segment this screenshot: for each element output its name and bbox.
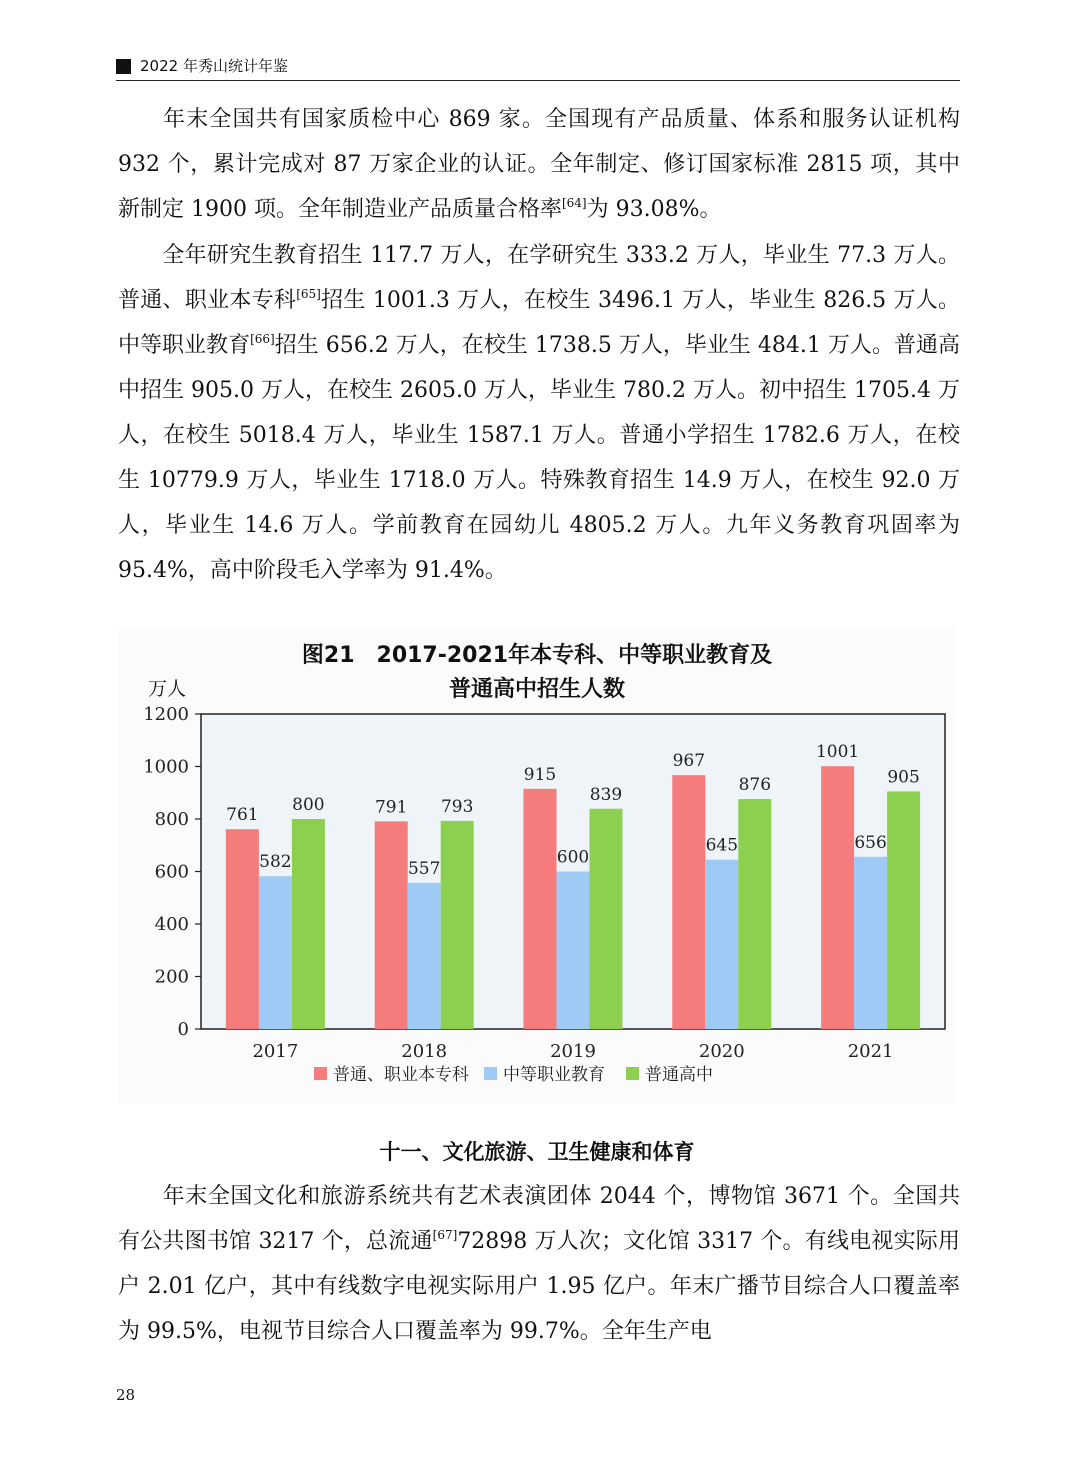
bar bbox=[408, 883, 441, 1029]
para1-text-b: 为 93.08%。 bbox=[586, 197, 722, 222]
para3-text-b: 72898 万人次；文化馆 3317 个。有线电视实际用户 2.01 亿户，其中有线数字电视实际用户 1.95 亿户。年末广播节目综合人口覆盖率为 99.5%，电视节目综合人口覆盖率为 99.7%。全年生产电 bbox=[118, 1229, 960, 1344]
chart-title-line-1: 图21 2017-2021年本专科、中等职业教育及 bbox=[301, 643, 773, 668]
legend-label: 普通高中 bbox=[645, 1065, 713, 1085]
legend-swatch bbox=[314, 1067, 327, 1080]
data-label: 967 bbox=[672, 751, 706, 772]
data-label: 761 bbox=[226, 805, 259, 826]
x-tick-label: 2019 bbox=[550, 1041, 596, 1062]
legend-swatch bbox=[484, 1067, 497, 1080]
header-divider bbox=[116, 80, 960, 81]
data-label: 645 bbox=[705, 835, 739, 856]
bar bbox=[887, 791, 920, 1029]
y-tick-label: 800 bbox=[154, 809, 189, 830]
para2-text-b: 招生 1001.3 万人，在校生 3496.1 万人，毕业生 826.5 万人。中等职业教育 bbox=[118, 288, 960, 358]
x-tick-label: 2021 bbox=[847, 1041, 894, 1062]
legend-label: 中等职业教育 bbox=[503, 1065, 605, 1085]
footnote-ref-67[interactable]: [67] bbox=[432, 1228, 458, 1242]
page-header bbox=[116, 56, 960, 82]
bar bbox=[738, 799, 771, 1029]
y-tick-label: 1200 bbox=[143, 704, 189, 725]
footnote-ref-65[interactable]: [65] bbox=[296, 287, 321, 301]
bar bbox=[292, 819, 325, 1029]
y-axis-unit-label: 万人 bbox=[148, 678, 187, 700]
data-label: 915 bbox=[523, 764, 557, 785]
y-tick-label: 1000 bbox=[143, 756, 189, 778]
chart-title-line-2: 普通高中招生人数 bbox=[448, 677, 625, 702]
y-tick-label: 400 bbox=[154, 914, 189, 935]
data-label: 600 bbox=[556, 847, 590, 868]
bar bbox=[441, 821, 474, 1029]
x-tick-label: 2020 bbox=[698, 1041, 745, 1062]
header-title: 2022 年秀山统计年鉴 bbox=[140, 57, 288, 75]
data-label: 793 bbox=[440, 796, 474, 817]
legend-label: 普通、职业本专科 bbox=[333, 1065, 469, 1085]
data-label: 800 bbox=[292, 795, 325, 815]
data-label: 839 bbox=[589, 784, 623, 805]
y-tick-label: 600 bbox=[154, 861, 189, 883]
data-label: 582 bbox=[259, 852, 292, 873]
data-label: 876 bbox=[738, 775, 772, 796]
data-label: 656 bbox=[854, 832, 887, 853]
para3-text-a: 年末全国文化和旅游系统共有艺术表演团体 2044 个，博物馆 3671 个。全国共有公共图书馆 3217 个，总流通 bbox=[118, 1184, 960, 1254]
bar bbox=[259, 876, 292, 1029]
y-tick-label: 200 bbox=[154, 966, 189, 988]
enrollment-chart bbox=[118, 628, 956, 1104]
footnote-ref-64[interactable]: [64] bbox=[561, 196, 587, 210]
bar bbox=[557, 872, 590, 1030]
data-label: 1001 bbox=[815, 742, 860, 763]
bar bbox=[705, 860, 738, 1029]
paragraph-culture-tourism bbox=[118, 1174, 960, 1354]
x-tick-label: 2017 bbox=[252, 1041, 299, 1062]
chart-canvas bbox=[118, 628, 956, 1104]
paragraph-quality-inspection bbox=[118, 97, 960, 232]
bar bbox=[226, 829, 259, 1029]
legend-swatch bbox=[626, 1067, 639, 1080]
header-square-icon bbox=[116, 59, 131, 74]
bar bbox=[821, 766, 854, 1029]
x-tick-label: 2018 bbox=[401, 1041, 448, 1062]
section-heading: 十一、文化旅游、卫生健康和体育 bbox=[379, 1140, 695, 1164]
data-label: 905 bbox=[887, 767, 920, 788]
para1-text-a: 年末全国共有国家质检中心 869 家。全国现有产品质量、体系和服务认证机构 932 个，累计完成对 87 万家企业的认证。全年制定、修订国家标准 2815 项，其中新制定 1900 项。全年制造业产品质量合格率 bbox=[118, 107, 960, 222]
page-number: 28 bbox=[116, 1386, 136, 1404]
bar bbox=[854, 857, 887, 1029]
para2-text-a: 全年研究生教育招生 117.7 万人，在学研究生 333.2 万人，毕业生 77.3 万人。普通、职业本专科 bbox=[118, 243, 960, 313]
footnote-ref-66[interactable]: [66] bbox=[250, 332, 275, 346]
data-label: 557 bbox=[407, 858, 441, 879]
bar bbox=[524, 789, 557, 1029]
y-tick-label: 0 bbox=[177, 1019, 189, 1040]
bar bbox=[672, 775, 705, 1029]
bar bbox=[590, 809, 623, 1029]
bar bbox=[375, 821, 408, 1029]
paragraph-education bbox=[118, 233, 960, 593]
para2-text-c: 招生 656.2 万人，在校生 1738.5 万人，毕业生 484.1 万人。普通高中招生 905.0 万人，在校生 2605.0 万人，毕业生 780.2 万人。初中招生 1705.4 万人，在校生 5018.4 万人，毕业生 1587.1 万人。普通小学招生 1782.6 万人，在校生 10779.9 万人，毕业生 1718.0 万人。特殊教育招生 14.9 万人，在校生 92.0 万人，毕业生 14.6 万人。学前教育在园幼儿 4805.2 万人。九年义务教育巩固率为 95.4%，高中阶段毛入学率为 91.4%。 bbox=[118, 333, 960, 583]
data-label: 791 bbox=[374, 797, 408, 818]
